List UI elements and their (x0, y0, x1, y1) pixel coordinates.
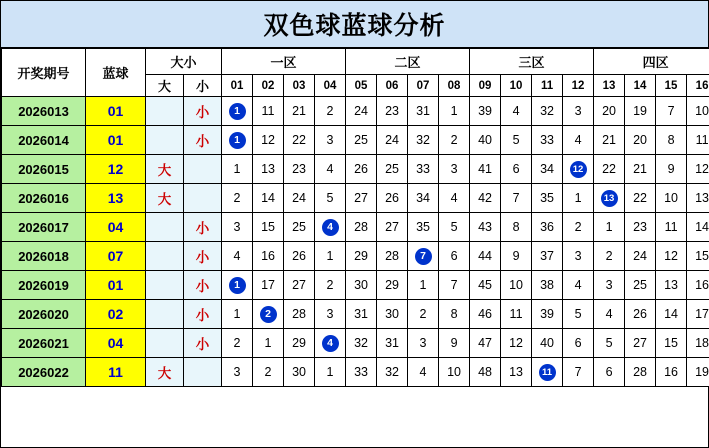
number-cell: 27 (346, 184, 377, 213)
number-cell: 17 (253, 271, 284, 300)
issue-cell: 2026022 (2, 358, 86, 387)
header-zone-2: 二区 (346, 49, 470, 75)
number-cell: 13 (656, 271, 687, 300)
number-cell: 21 (594, 126, 625, 155)
number-cell: 4 (501, 97, 532, 126)
table-row (2, 155, 709, 184)
number-cell: 2 (408, 300, 439, 329)
number-cell: 40 (470, 126, 501, 155)
issue-cell: 2026016 (2, 184, 86, 213)
table-row (2, 358, 709, 387)
number-cell: 10 (439, 358, 470, 387)
blue-ball-cell: 02 (86, 300, 146, 329)
number-cell: 21 (625, 155, 656, 184)
number-cell: 4 (563, 126, 594, 155)
number-cell (315, 329, 346, 358)
number-cell: 28 (346, 213, 377, 242)
hit-ball-marker: 1 (229, 103, 246, 120)
number-cell: 9 (439, 329, 470, 358)
number-cell: 47 (470, 329, 501, 358)
header-blue: 蓝球 (86, 49, 146, 97)
number-cell: 32 (408, 126, 439, 155)
issue-cell: 2026014 (2, 126, 86, 155)
number-cell: 3 (315, 126, 346, 155)
number-cell (253, 300, 284, 329)
issue-cell: 2026013 (2, 97, 86, 126)
issue-cell: 2026019 (2, 271, 86, 300)
number-cell: 14 (687, 213, 709, 242)
number-cell: 22 (284, 126, 315, 155)
number-cell: 5 (315, 184, 346, 213)
number-cell: 27 (625, 329, 656, 358)
blue-ball-analysis-table (1, 48, 709, 387)
number-cell: 13 (501, 358, 532, 387)
number-cell: 12 (687, 155, 709, 184)
number-cell: 6 (563, 329, 594, 358)
issue-cell: 2026020 (2, 300, 86, 329)
number-cell: 34 (532, 155, 563, 184)
hit-ball-marker: 11 (539, 364, 556, 381)
number-cell: 19 (687, 358, 709, 387)
number-cell: 23 (377, 97, 408, 126)
table-row (2, 213, 709, 242)
number-cell: 36 (532, 213, 563, 242)
small-cell: 小 (184, 126, 222, 155)
small-cell (184, 155, 222, 184)
number-cell: 38 (532, 271, 563, 300)
number-cell: 1 (315, 358, 346, 387)
blue-ball-cell: 04 (86, 329, 146, 358)
header-col-04: 04 (315, 75, 346, 97)
number-cell: 28 (377, 242, 408, 271)
number-cell (594, 184, 625, 213)
small-cell: 小 (184, 300, 222, 329)
number-cell: 17 (687, 300, 709, 329)
number-cell: 27 (377, 213, 408, 242)
number-cell: 4 (315, 155, 346, 184)
number-cell: 24 (377, 126, 408, 155)
hit-ball-marker: 1 (229, 277, 246, 294)
issue-cell: 2026018 (2, 242, 86, 271)
number-cell (222, 97, 253, 126)
number-cell: 3 (315, 300, 346, 329)
number-cell: 23 (284, 155, 315, 184)
number-cell: 41 (470, 155, 501, 184)
table-row (2, 97, 709, 126)
header-issue: 开奖期号 (2, 49, 86, 97)
number-cell: 2 (594, 242, 625, 271)
number-cell: 21 (284, 97, 315, 126)
number-cell: 6 (594, 358, 625, 387)
number-cell: 16 (253, 242, 284, 271)
number-cell: 2 (315, 97, 346, 126)
big-cell: 大 (146, 184, 184, 213)
number-cell: 4 (222, 242, 253, 271)
number-cell: 39 (532, 300, 563, 329)
small-cell: 小 (184, 242, 222, 271)
number-cell (222, 126, 253, 155)
header-col-15: 15 (656, 75, 687, 97)
number-cell: 31 (346, 300, 377, 329)
small-cell: 小 (184, 97, 222, 126)
number-cell: 11 (656, 213, 687, 242)
big-cell: 大 (146, 358, 184, 387)
number-cell: 4 (594, 300, 625, 329)
number-cell: 32 (532, 97, 563, 126)
number-cell: 14 (656, 300, 687, 329)
number-cell: 26 (625, 300, 656, 329)
big-cell (146, 242, 184, 271)
number-cell: 13 (253, 155, 284, 184)
table-row (2, 126, 709, 155)
page-title-bar (1, 1, 708, 48)
number-cell (408, 242, 439, 271)
number-cell: 5 (501, 126, 532, 155)
hit-ball-marker: 7 (415, 248, 432, 265)
number-cell: 27 (284, 271, 315, 300)
number-cell: 5 (439, 213, 470, 242)
big-cell (146, 213, 184, 242)
blue-ball-cell: 01 (86, 126, 146, 155)
table-row (2, 271, 709, 300)
number-cell: 33 (532, 126, 563, 155)
number-cell: 1 (222, 300, 253, 329)
number-cell (222, 271, 253, 300)
number-cell: 5 (563, 300, 594, 329)
number-cell: 1 (563, 184, 594, 213)
header-zone-1: 一区 (222, 49, 346, 75)
number-cell: 24 (284, 184, 315, 213)
number-cell: 25 (625, 271, 656, 300)
header-zone-3: 三区 (470, 49, 594, 75)
number-cell: 15 (656, 329, 687, 358)
number-cell: 25 (284, 213, 315, 242)
number-cell: 8 (439, 300, 470, 329)
number-cell: 10 (687, 97, 709, 126)
number-cell: 23 (625, 213, 656, 242)
small-cell: 小 (184, 271, 222, 300)
header-col-10: 10 (501, 75, 532, 97)
number-cell: 29 (284, 329, 315, 358)
number-cell: 22 (594, 155, 625, 184)
number-cell (315, 213, 346, 242)
page-title: 双色球蓝球分析 (263, 13, 446, 40)
number-cell: 4 (408, 358, 439, 387)
number-cell: 2 (222, 329, 253, 358)
table-head (2, 49, 709, 97)
number-cell: 18 (687, 329, 709, 358)
number-cell: 25 (377, 155, 408, 184)
header-size: 大小 (146, 49, 222, 75)
number-cell: 43 (470, 213, 501, 242)
table-body (2, 97, 709, 387)
blue-ball-cell: 01 (86, 271, 146, 300)
table-row (2, 300, 709, 329)
hit-ball-marker: 4 (322, 219, 339, 236)
number-cell: 22 (625, 184, 656, 213)
number-cell: 32 (346, 329, 377, 358)
number-cell: 33 (408, 155, 439, 184)
number-cell: 29 (346, 242, 377, 271)
number-cell: 2 (253, 358, 284, 387)
number-cell: 1 (439, 97, 470, 126)
number-cell: 3 (439, 155, 470, 184)
big-cell (146, 97, 184, 126)
blue-ball-cell: 07 (86, 242, 146, 271)
table-row (2, 242, 709, 271)
number-cell: 15 (687, 242, 709, 271)
small-cell (184, 358, 222, 387)
number-cell: 2 (222, 184, 253, 213)
number-cell: 8 (501, 213, 532, 242)
number-cell: 26 (346, 155, 377, 184)
number-cell: 3 (594, 271, 625, 300)
number-cell: 9 (501, 242, 532, 271)
number-cell: 1 (315, 242, 346, 271)
header-col-06: 06 (377, 75, 408, 97)
header-col-05: 05 (346, 75, 377, 97)
big-cell (146, 126, 184, 155)
number-cell: 19 (625, 97, 656, 126)
number-cell: 7 (501, 184, 532, 213)
issue-cell: 2026015 (2, 155, 86, 184)
hit-ball-marker: 1 (229, 132, 246, 149)
number-cell: 48 (470, 358, 501, 387)
number-cell: 7 (439, 271, 470, 300)
issue-cell: 2026017 (2, 213, 86, 242)
header-col-09: 09 (470, 75, 501, 97)
small-cell: 小 (184, 329, 222, 358)
number-cell: 45 (470, 271, 501, 300)
number-cell: 3 (222, 213, 253, 242)
blue-ball-cell: 12 (86, 155, 146, 184)
number-cell: 34 (408, 184, 439, 213)
number-cell: 26 (377, 184, 408, 213)
number-cell: 2 (315, 271, 346, 300)
big-cell (146, 271, 184, 300)
number-cell: 3 (222, 358, 253, 387)
number-cell: 26 (284, 242, 315, 271)
number-cell: 3 (563, 242, 594, 271)
number-cell: 5 (594, 329, 625, 358)
header-col-03: 03 (284, 75, 315, 97)
number-cell: 46 (470, 300, 501, 329)
number-cell: 8 (656, 126, 687, 155)
number-cell (532, 358, 563, 387)
header-col-14: 14 (625, 75, 656, 97)
number-cell: 4 (439, 184, 470, 213)
number-cell: 11 (687, 126, 709, 155)
number-cell: 10 (501, 271, 532, 300)
number-cell: 12 (656, 242, 687, 271)
number-cell: 20 (594, 97, 625, 126)
number-cell: 3 (563, 97, 594, 126)
hit-ball-marker: 12 (570, 161, 587, 178)
number-cell: 39 (470, 97, 501, 126)
hit-ball-marker: 4 (322, 335, 339, 352)
big-cell (146, 329, 184, 358)
number-cell: 44 (470, 242, 501, 271)
header-col-11: 11 (532, 75, 563, 97)
header-col-13: 13 (594, 75, 625, 97)
table-row (2, 184, 709, 213)
header-small: 小 (184, 75, 222, 97)
header-col-08: 08 (439, 75, 470, 97)
number-cell: 2 (563, 213, 594, 242)
number-cell: 7 (656, 97, 687, 126)
small-cell (184, 184, 222, 213)
blue-ball-cell: 13 (86, 184, 146, 213)
header-zone-4: 四区 (594, 49, 709, 75)
number-cell: 15 (253, 213, 284, 242)
number-cell: 6 (501, 155, 532, 184)
number-cell: 33 (346, 358, 377, 387)
number-cell: 1 (222, 155, 253, 184)
big-cell (146, 300, 184, 329)
number-cell: 42 (470, 184, 501, 213)
number-cell: 3 (408, 329, 439, 358)
table-row (2, 329, 709, 358)
number-cell: 2 (439, 126, 470, 155)
small-cell: 小 (184, 213, 222, 242)
number-cell: 10 (656, 184, 687, 213)
number-cell: 16 (687, 271, 709, 300)
issue-cell: 2026021 (2, 329, 86, 358)
number-cell: 1 (253, 329, 284, 358)
header-col-07: 07 (408, 75, 439, 97)
number-cell: 12 (501, 329, 532, 358)
header-col-02: 02 (253, 75, 284, 97)
header-col-12: 12 (563, 75, 594, 97)
header-col-01: 01 (222, 75, 253, 97)
number-cell: 28 (625, 358, 656, 387)
number-cell: 16 (656, 358, 687, 387)
number-cell: 24 (625, 242, 656, 271)
number-cell: 1 (408, 271, 439, 300)
number-cell: 30 (284, 358, 315, 387)
blue-ball-cell: 04 (86, 213, 146, 242)
header-col-16: 16 (687, 75, 709, 97)
number-cell: 30 (377, 300, 408, 329)
number-cell: 11 (253, 97, 284, 126)
number-cell: 1 (594, 213, 625, 242)
number-cell: 13 (687, 184, 709, 213)
number-cell: 6 (439, 242, 470, 271)
number-cell (563, 155, 594, 184)
number-cell: 35 (532, 184, 563, 213)
number-cell: 30 (346, 271, 377, 300)
number-cell: 37 (532, 242, 563, 271)
number-cell: 14 (253, 184, 284, 213)
number-cell: 25 (346, 126, 377, 155)
number-cell: 24 (346, 97, 377, 126)
number-cell: 12 (253, 126, 284, 155)
number-cell: 31 (408, 97, 439, 126)
number-cell: 35 (408, 213, 439, 242)
number-cell: 11 (501, 300, 532, 329)
header-big: 大 (146, 75, 184, 97)
hit-ball-marker: 13 (601, 190, 618, 207)
number-cell: 29 (377, 271, 408, 300)
number-cell: 40 (532, 329, 563, 358)
number-cell: 4 (563, 271, 594, 300)
number-cell: 9 (656, 155, 687, 184)
blue-ball-cell: 01 (86, 97, 146, 126)
number-cell: 32 (377, 358, 408, 387)
number-cell: 28 (284, 300, 315, 329)
hit-ball-marker: 2 (260, 306, 277, 323)
big-cell: 大 (146, 155, 184, 184)
number-cell: 31 (377, 329, 408, 358)
number-cell: 7 (563, 358, 594, 387)
blue-ball-cell: 11 (86, 358, 146, 387)
number-cell: 20 (625, 126, 656, 155)
